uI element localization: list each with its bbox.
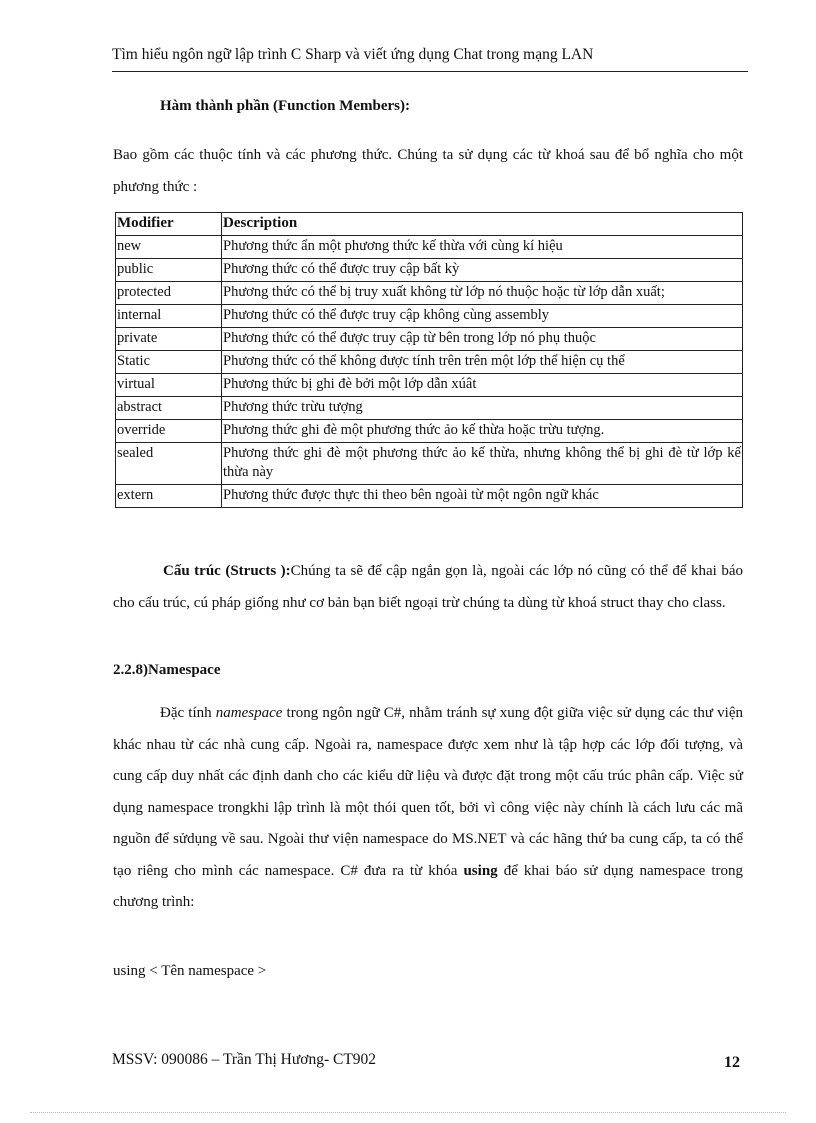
modifier-cell: new [116, 236, 222, 259]
table-row [116, 328, 743, 351]
namespace-paragraph [113, 698, 743, 919]
page-header-title: Tìm hiểu ngôn ngữ lập trình C Sharp và viết ứng dụng Chat trong mạng LAN [112, 46, 594, 63]
modifier-cell: protected [116, 282, 222, 305]
using-keyword: using [463, 862, 498, 879]
table-row [116, 351, 743, 374]
table-row [116, 282, 743, 305]
description-cell: Phương thức có thể được truy cập bất kỳ [222, 259, 743, 282]
footer-author: MSSV: 090086 – Trần Thị Hương- CT902 [112, 1051, 377, 1068]
table-row [116, 397, 743, 420]
modifier-cell: abstract [116, 397, 222, 420]
structs-paragraph [113, 556, 743, 619]
modifier-cell: extern [116, 485, 222, 508]
structs-text: Chúng ta sẽ để cập ngắn gọn là, ngoài các lớp nó cũng có thể để khai báo cho cấu trúc, cú pháp giống như cơ bản bạn biết ngoại trừ chúng ta dùng từ khoá struct thay cho class. [113, 563, 744, 611]
namespace-text-lead: Đặc tính [160, 705, 216, 721]
description-cell: Phương thức được thực thi theo bên ngoài từ một ngôn ngữ khác [222, 485, 743, 508]
namespace-text-body: trong ngôn ngữ C#, nhằm tránh sự xung đột giữa việc sử dụng các thư viện khác nhau từ các nhà cung cấp. Ngoài ra, namespace được xem như là tập hợp các lớp đối tượng, và cung cấp duy nhất các định danh cho các kiểu dữ liệu và được đặt trong một cấu trúc phân cấp. Việc sử dụng namespace trongkhi lập trình là một thói quen tốt, bởi vì công việc này chính là cách lưu các mã nguồn để sửdụng về sau. Ngoài thư viện namespace do MS.NET và các hãng thứ ba cung cấp, ta có thể tạo riêng cho mình các namespace. C# đưa ra từ khóa [113, 705, 743, 879]
description-cell: Phương thức ghi đè một phương thức ảo kế thừa, nhưng không thể bị ghi đè từ lớp kế thừa này [222, 443, 743, 485]
description-cell: Phương thức trừu tượng [222, 397, 743, 420]
namespace-section-heading: 2.2.8)Namespace [113, 662, 221, 678]
table-row [116, 420, 743, 443]
using-syntax-line: using < Tên namespace > [113, 963, 267, 979]
table-row [116, 443, 743, 485]
modifier-cell: override [116, 420, 222, 443]
structs-label: Cấu trúc (Structs ): [163, 563, 291, 579]
table-row [116, 259, 743, 282]
modifier-cell: internal [116, 305, 222, 328]
modifier-cell: private [116, 328, 222, 351]
description-cell: Phương thức có thể được truy cập không cùng assembly [222, 305, 743, 328]
modifier-cell: public [116, 259, 222, 282]
column-header-description: Description [222, 213, 743, 236]
function-members-heading: Hàm thành phần (Function Members): [160, 98, 411, 114]
table-row [116, 374, 743, 397]
modifier-table-body [116, 236, 743, 508]
description-cell: Phương thức có thể bị truy xuất không từ lớp nó thuộc hoặc từ lớp dẫn xuất; [222, 282, 743, 305]
table-row [116, 485, 743, 508]
description-cell: Phương thức ẩn một phương thức kế thừa với cùng kí hiệu [222, 236, 743, 259]
column-header-modifier: Modifier [116, 213, 222, 236]
description-cell: Phương thức bị ghi đè bởi một lớp dẫn xúât [222, 374, 743, 397]
description-cell: Phương thức có thể được truy cập từ bên trong lớp nó phụ thuộc [222, 328, 743, 351]
table-row [116, 236, 743, 259]
description-cell: Phương thức có thể không được tính trên trên một lớp thể hiện cụ thể [222, 351, 743, 374]
function-members-intro: Bao gồm các thuộc tính và các phương thức. Chúng ta sử dụng các từ khoá sau để bổ nghĩa cho một phương thức : [113, 147, 743, 195]
modifier-table [115, 212, 743, 508]
page-bottom-border [30, 1112, 786, 1113]
header-divider [112, 71, 748, 72]
modifier-cell: virtual [116, 374, 222, 397]
namespace-italic-term: namespace [215, 705, 283, 721]
table-header-row [116, 213, 743, 236]
namespace-text-tail: để khai báo sử dụng namespace trong chương trình: [113, 862, 743, 910]
page-number: 12 [724, 1054, 740, 1071]
modifier-cell: sealed [116, 443, 222, 485]
table-row [116, 305, 743, 328]
modifier-cell: Static [116, 351, 222, 374]
description-cell: Phương thức ghi đè một phương thức ảo kế thừa hoặc trừu tượng. [222, 420, 743, 443]
